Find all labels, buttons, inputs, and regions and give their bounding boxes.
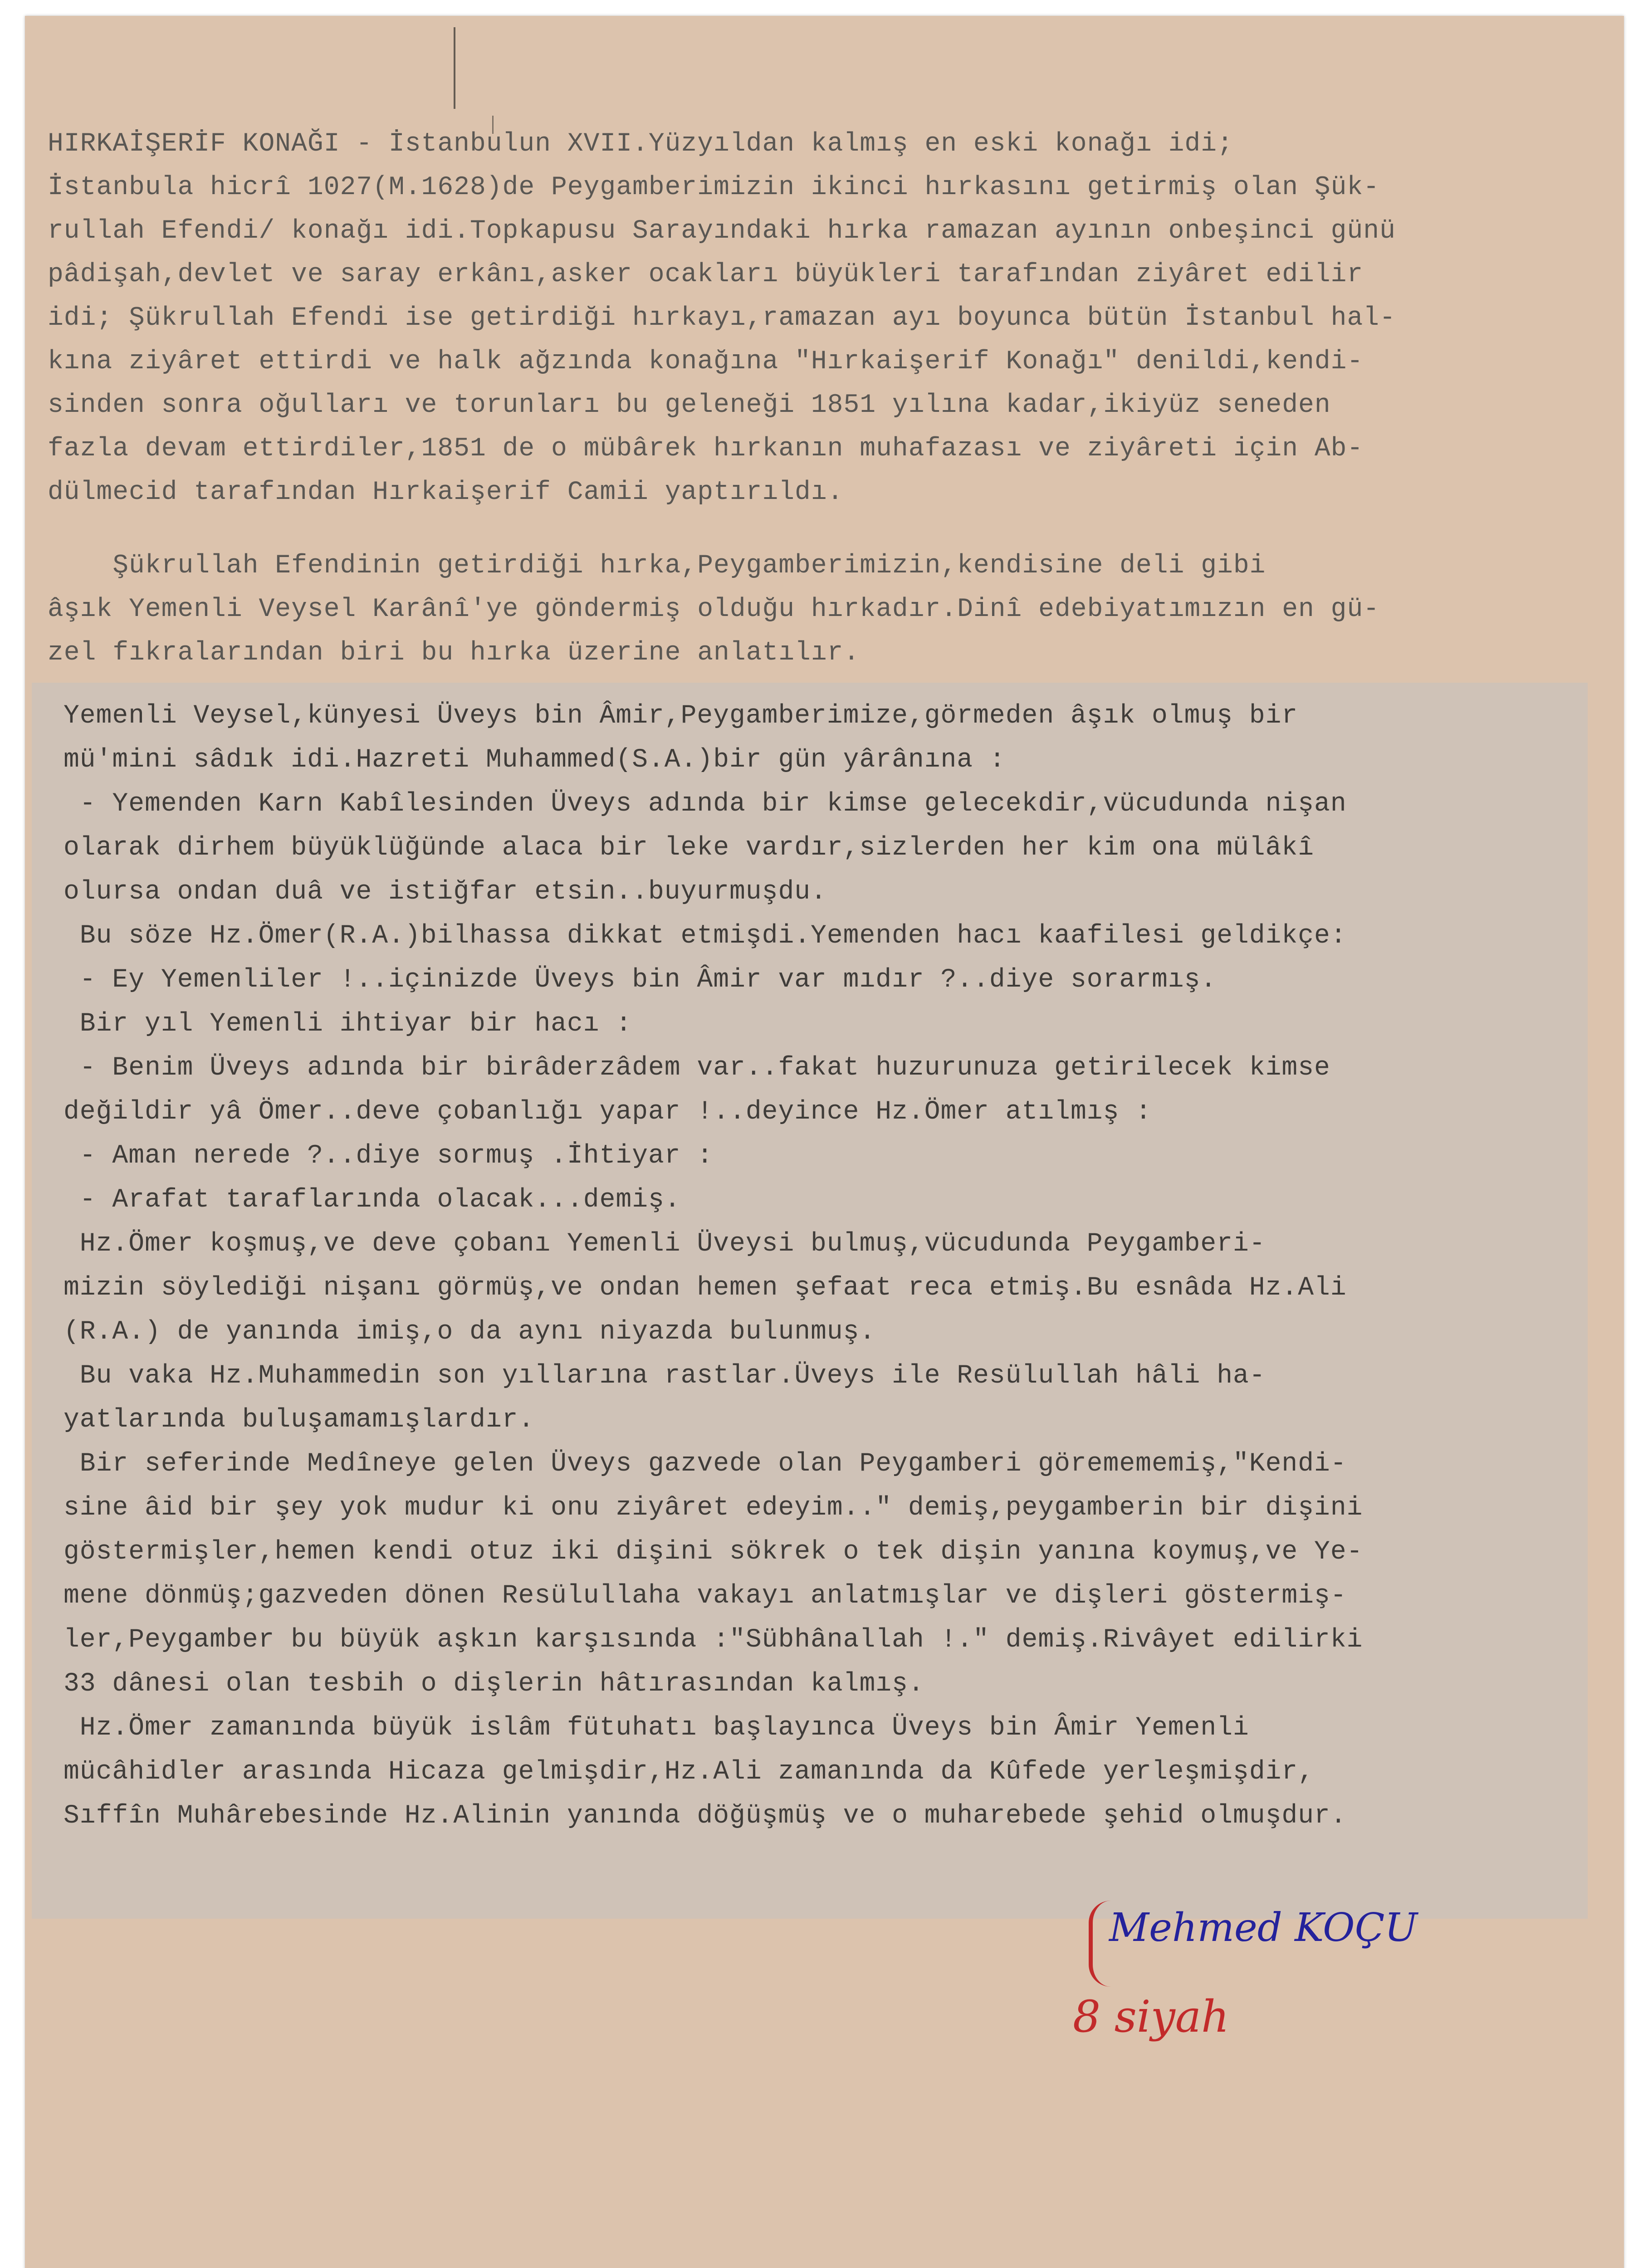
veysel-story-paragraph: Yemenli Veysel,künyesi Üveys bin Âmir,Peygamberimize,görmeden âşık olmuş bir mü'mini sâdık idi.Hazreti Muhammed(S.A.)bir gün yârânına : - Yemenden Karn Kabîlesinden Üveys adında bir kimse gelecekdir,vücudunda nişan olarak dirhem büyüklüğünde alaca bir leke vardır,sizlerden her kim ona mülâkî olursa ondan duâ ve istiğfar etsin..buyurmuşdu. Bu söze Hz.Ömer(R.A.)bilhassa dikkat etmişdi.Yemenden hacı kaafilesi geldikçe: - Ey Yemenliler !..içinizde Üveys bin Âmir var mıdır ?..diye sorarmış. Bir yıl Yemenli ihtiyar bir hacı : - Benim Üveys adında bir birâderzâdem var..fakat huzurunuza getirilecek kimse değildir yâ Ömer..deve çobanlığı yapar !..deyince Hz.Ömer atılmış : - Aman nerede ?..diye sormuş .İhtiyar : - Arafat taraflarında olacak...demiş. Hz.Ömer koşmuş,ve deve çobanı Yemenli Üveysi bulmuş,vücudunda Peygamberi- mizin söylediği nişanı görmüş,ve ondan hemen şefaat reca etmiş.Bu esnâda Hz.Ali (R.A.) de yanında imiş,o da aynı niyazda bulunmuş. Bu vaka Hz.Muhammedin son yıllarına rastlar.Üveys ile Resülullah hâli ha- yatlarında buluşamamışlardır. Bir seferinde Medîneye gelen Üveys gazvede olan Peygamberi göremememiş,"Kendi- sine âid bir şey yok mudur ki onu ziyâret edeyim.." demiş,peygamberin bir dişini göstermişler,hemen kendi otuz iki dişini sökrek o tek dişin yanına koymuş,ve Ye- mene dönmüş;gazveden dönen Resülullaha vakayı anlatmışlar ve dişleri göstermiş- ler,Peygamber bu büyük aşkın karşısında :"Sübhânallah !." demiş.Rivâyet edilirki 33 dânesi olan tesbih o dişlerin hâtırasından kalmış. Hz.Ömer zamanında büyük islâm fütuhatı başlayınca Üveys bin Âmir Yemenli mücâhidler arasında Hicaza gelmişdir,Hz.Ali zamanında da Kûfede yerleşmişdir, Sıffîn Muhârebesinde Hz.Alinin yanında döğüşmüş ve o muharebede şehid olmuşdur. <box>64 701 1363 1831</box>
intro-paragraph: HIRKAİŞERİF KONAĞI - İstanbulun XVII.Yüzyıldan kalmış en eski konağı idi; İstanbula hicrî 1027(M.1628)de Peygamberimizin ikinci hırkasını getirmiş olan Şük- rullah Efendi/ konağı idi.Topkapusu Sarayındaki hırka ramazan ayının onbeşinci günü pâdişah,devlet ve saray erkânı,asker ocakları büyükleri tarafından ziyâret edilir idi; Şükrullah Efendi ise getirdiği hırkayı,ramazan ayı boyunca bütün İstanbul hal- kına ziyâret ettirdi ve halk ağzında konağına "Hırkaişerif Konağı" denildi,kendi- sinden sonra oğulları ve torunları bu geleneği 1851 yılına kadar,ikiyüz seneden fazla devam ettirdiler,1851 de o mübârek hırkanın muhafazası ve ziyâreti için Ab- dülmecid tarafından Hırkaişerif Camii yaptırıldı. <box>48 129 1396 507</box>
red-bracket-mark <box>1089 1901 1111 1987</box>
hirka-paragraph: Şükrullah Efendinin getirdiği hırka,Peygamberimizin,kendisine deli gibi âşık Yemenli Veysel Karânî'ye göndermiş olduğu hırkadır.Dinî edebiyatımızın en gü- zel fıkralarından biri bu hırka üzerine anlatılır. <box>48 551 1380 668</box>
pencil-mark <box>454 27 455 109</box>
author-signature: Mehmed KOÇU <box>1109 1905 1418 1950</box>
handwritten-note: 8 siyah <box>1073 1991 1229 2042</box>
